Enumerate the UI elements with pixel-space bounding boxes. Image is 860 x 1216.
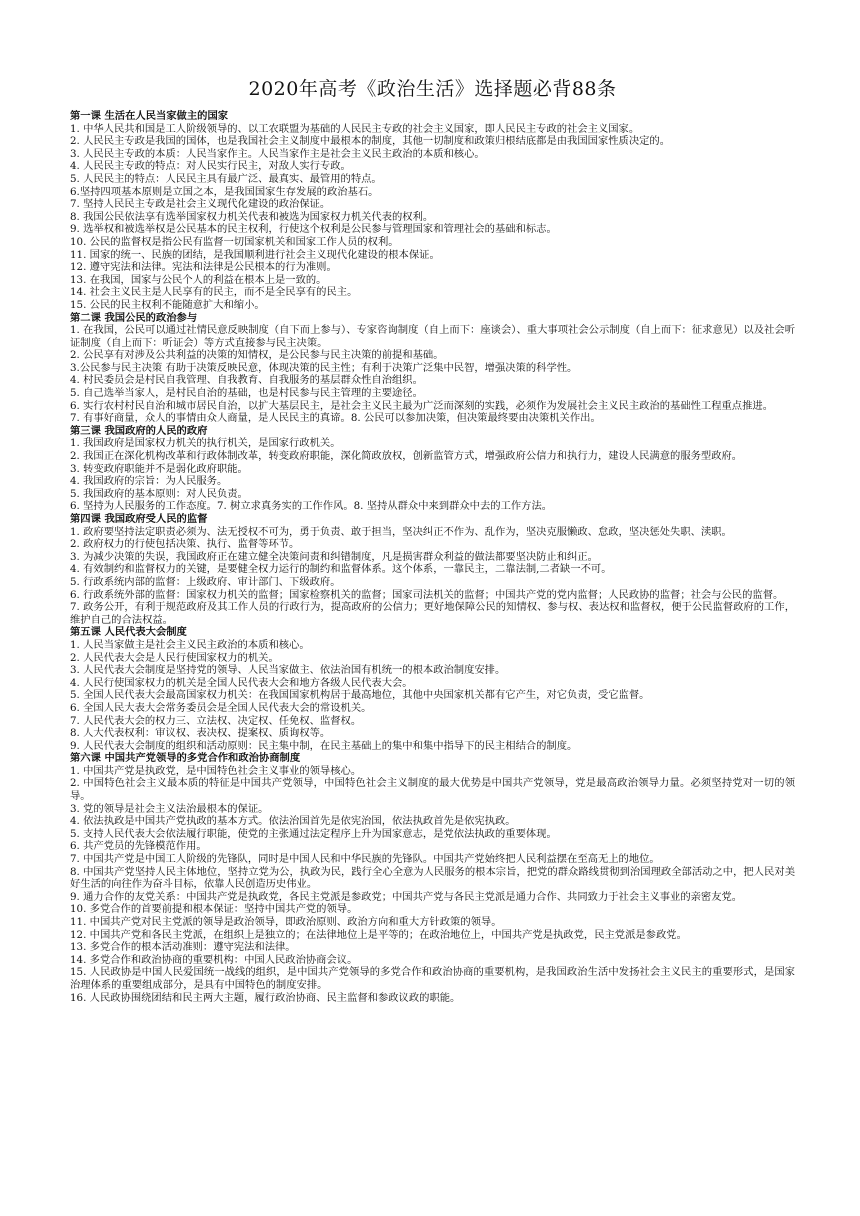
list-item: 3.公民参与民主决策 有助于决策反映民意，体现决策的民主性；有利于决策广泛集中民智，增强决策的科学性。 (70, 361, 578, 374)
list-item: 6. 共产党员的先锋模范作用。 (70, 840, 207, 853)
document-title: 2020年高考《政治生活》选择题必背88条 (248, 78, 617, 100)
list-item: 11. 国家的统一、民族的团结，是我国顺利进行社会主义现代化建设的根本保证。 (70, 248, 440, 261)
list-item: 12. 遵守宪法和法律。宪法和法律是公民根本的行为准则。 (70, 261, 337, 274)
section-heading: 第六课 中国共产党领导的多党合作和政治协商制度 (70, 752, 301, 765)
list-item: 4. 我国政府的宗旨：为人民服务。 (70, 475, 228, 488)
section-heading: 第一课 生活在人民当家做主的国家 (70, 110, 229, 122)
list-item: 5. 我国政府的基本原则：对人民负责。 (70, 487, 248, 500)
list-item: 2. 我国正在深化机构改革和行政体制改革，转变政府职能，深化简政放权，创新监管方式，增强政府公信力和执行力，建设人民满意的服务型政府。 (70, 450, 743, 463)
list-item: 14. 社会主义民主是人民享有的民主，而不是全民享有的民主。 (70, 286, 358, 299)
list-item: 6. 实行农村村民自治和城市居民自治，以扩大基层民主，是社会主义民主最为广泛而深刻的实践，必须作为发展社会主义民主政治的基础性工程重点推进。 (70, 399, 773, 412)
list-item: 11. 中国共产党对民主党派的领导是政治领导，即政治原则、政治方向和重大方针政策的领导。 (70, 916, 502, 928)
list-item: 1. 在我国，公民可以通过社情民意反映制度（自下而上参与）、专家咨询制度（自上而下：座谈会）、重大事项社会公示制度（自上而下：征求意见）以及社会听证制度（自上而下：听证会）等方式直接参与民主决策。 (70, 324, 795, 349)
list-item: 3. 党的领导是社会主义法治最根本的保证。 (70, 802, 269, 815)
list-item: 13. 在我国，国家与公民个人的利益在根本上是一致的。 (70, 273, 327, 286)
list-item: 2. 人民民主专政是我国的国体，也是我国社会主义制度中最根本的制度，其他一切制度和政策归根结底都是由我国国家性质决定的。 (70, 135, 671, 148)
list-item: 10. 多党合作的首要前提和根本保证：坚持中国共产党的领导。 (70, 903, 358, 916)
list-item: 5. 人民民主的特点：人民民主具有最广泛、最真实、最管用的特点。 (70, 172, 382, 185)
list-item: 8. 人大代表权利：审议权、表决权、提案权、质询权等。 (70, 727, 331, 740)
list-item: 4. 有效制约和监督权力的关键，是要健全权力运行的制约和监督体系。这个体系，一靠民主，二靠法制,二者缺一不可。 (70, 563, 612, 576)
list-item: 5. 支持人民代表大会依法履行职能，使党的主张通过法定程序上升为国家意志，是党依法执政的重要体现。 (70, 827, 557, 840)
list-item: 1. 政府要坚持法定职责必须为、法无授权不可为，勇于负责、敢于担当，坚决纠正不作为、乱作为，坚决克服懒政、怠政，坚决惩处失职、渎职。 (70, 525, 732, 538)
list-item: 1. 中国共产党是执政党，是中国特色社会主义事业的领导核心。 (70, 764, 362, 777)
list-item: 6. 行政系统外部的监督：国家权力机关的监督；国家检察机关的监督；国家司法机关的监督；中国共产党的党内监督；人民政协的监督；社会与公民的监督。 (70, 588, 784, 601)
list-item: 7. 中国共产党是中国工人阶级的先锋队，同时是中国人民和中华民族的先锋队。中国共产党始终把人民利益摆在至高无上的地位。 (70, 853, 660, 866)
list-item: 5. 行政系统内部的监督：上级政府、审计部门、下级政府。 (70, 575, 341, 588)
list-item: 8. 中国共产党坚持人民主体地位，坚持立党为公，执政为民，践行全心全意为人民服务的根本宗旨，把党的群众路线贯彻到治国理政全部活动之中，把人民对美好生活的向往作为奋斗目标，依靠人民创造历史伟业。 (70, 865, 795, 891)
list-item: 1. 人民当家做主是社会主义民主政治的本质和核心。 (70, 638, 310, 651)
section-heading: 第四课 我国政府受人民的监督 (70, 513, 208, 525)
list-item: 5. 全国人民代表大会最高国家权力机关：在我国国家机构居于最高地位，其他中央国家机关都有它产生，对它负责，受它监督。 (70, 689, 650, 702)
list-item: 10. 公民的监督权是指公民有监督一切国家机关和国家工作人员的权利。 (70, 235, 399, 248)
list-item: 4. 依法执政是中国共产党执政的基本方式。依法治国首先是依宪治国，依法执政首先是依宪执政。 (70, 815, 516, 828)
list-item: 3. 为减少决策的失误，我国政府正在建立健全决策问责和纠错制度，凡是损害群众利益的做法都要坚决防止和纠正。 (70, 550, 598, 563)
section-heading: 第三课 我国政府的人民的政府 (70, 424, 208, 437)
list-item: 7. 政务公开，有利于规范政府及其工作人员的行政行为，提高政府的公信力；更好地保障公民的知情权、参与权、表达权和监督权，便于公民监督政府的工作，维护自己的合法权益。 (70, 601, 795, 626)
list-item: 4. 村民委员会是村民自我管理、自我教育、自我服务的基层群众性自治组织。 (70, 374, 423, 387)
list-item: 7. 人民代表大会的权力三、立法权、决定权、任免权、监督权。 (70, 714, 362, 727)
document-page (70, 76, 795, 1004)
list-item: 1. 我国政府是国家权力机关的执行机关，是国家行政机关。 (70, 437, 341, 450)
list-item: 8. 我国公民依法享有选举国家权力机关代表和被选为国家权力机关代表的权利。 (70, 210, 434, 223)
list-item: 9. 通力合作的友党关系：中国共产党是执政党，各民主党派是参政党；中国共产党与各民主党派是通力合作、共同致力于社会主义事业的亲密友党。 (70, 890, 743, 903)
list-item: 7. 有事好商量，众人的事情由众人商量，是人民民主的真谛。8. 公民可以参加决策，但决策最终要由决策机关作出。 (70, 412, 601, 425)
list-item: 5. 自己选举当家人，是村民自治的基础，也是村民参与民主管理的主要途径。 (70, 387, 423, 400)
list-item: 6. 全国人民大表大会常务委员会是全国人民代表大会的常设机关。 (70, 701, 372, 714)
list-item: 12. 中国共产党和各民主党派，在组织上是独立的；在法律地位上是平等的；在政治地位上，中国共产党是执政党，民主党派是参政党。 (70, 928, 687, 941)
list-item: 7. 坚持人民民主专政是社会主义现代化建设的政治保证。 (70, 198, 331, 211)
list-item: 9. 选举权和被选举权是公民基本的民主权利，行使这个权利是公民参与管理国家和管理社会的基础和标志。 (70, 223, 557, 236)
list-item: 2. 中国特色社会主义最本质的特征是中国共产党领导，中国特色社会主义制度的最大优势是中国共产党领导，党是最高政治领导力量。必须坚持党对一切的领导。 (70, 777, 795, 803)
list-item: 4. 人民行使国家权力的机关是全国人民代表大会和地方各级人民代表大会。 (70, 676, 413, 689)
list-item: 3. 转变政府职能并不是弱化政府职能。 (70, 462, 248, 475)
list-item: 1. 中华人民共和国是工人阶级领导的、以工农联盟为基础的人民民主专政的社会主义国家，即人民民主专政的社会主义国家。 (70, 122, 640, 135)
list-item: 2. 政府权力的行使包括决策、执行、监督等环节。 (70, 538, 300, 551)
section-heading: 第二课 我国公民的政治参与 (70, 311, 198, 324)
list-item: 3. 人民民主专政的本质：人民当家作主。人民当家作主是社会主义民主政治的本质和核心。 (70, 147, 485, 160)
list-item: 16. 人民政协围绕团结和民主两大主题，履行政治协商、民主监督和参政议政的职能。 (70, 991, 461, 1004)
list-item: 13. 多党合作的根本活动准则：遵守宪法和法律。 (70, 941, 296, 954)
list-item: 14. 多党合作和政治协商的重要机构：中国人民政治协商会议。 (70, 953, 358, 966)
list-item: 6. 坚持为人民服务的工作态度。7. 树立求真务实的工作作风。8. 坚持从群众中来到群众中去的工作方法。 (70, 500, 553, 513)
list-item: 15. 公民的民主权利不能随意扩大和缩小。 (70, 298, 265, 311)
list-item: 2. 公民享有对涉及公共利益的决策的知情权，是公民参与民主决策的前提和基础。 (70, 349, 444, 362)
list-item: 2. 人民代表大会是人民行使国家权力的机关。 (70, 651, 279, 664)
list-item: 9. 人民代表大会制度的组织和活动原则：民主集中制，在民主基础上的集中和集中指导下的民主相结合的制度。 (70, 739, 578, 752)
list-item: 4. 人民民主专政的特点：对人民实行民主，对敌人实行专政。 (70, 160, 351, 173)
section-heading: 第五课 人民代表大会制度 (70, 626, 187, 639)
list-item: 15. 人民政协是中国人民爱国统一战线的组织，是中国共产党领导的多党合作和政治协商的重要机构，是我国政治生活中发扬社会主义民主的重要形式，是国家治理体系的重要组成部分，是具有中国特色的制度安排。 (70, 966, 795, 991)
list-item: 6.坚持四项基本原则是立国之本，是我国国家生存发展的政治基石。 (70, 185, 379, 198)
document-body (70, 110, 795, 1004)
list-item: 3. 人民代表大会制度是坚持党的领导、人民当家做主、依法治国有机统一的根本政治制度安排。 (70, 664, 506, 677)
